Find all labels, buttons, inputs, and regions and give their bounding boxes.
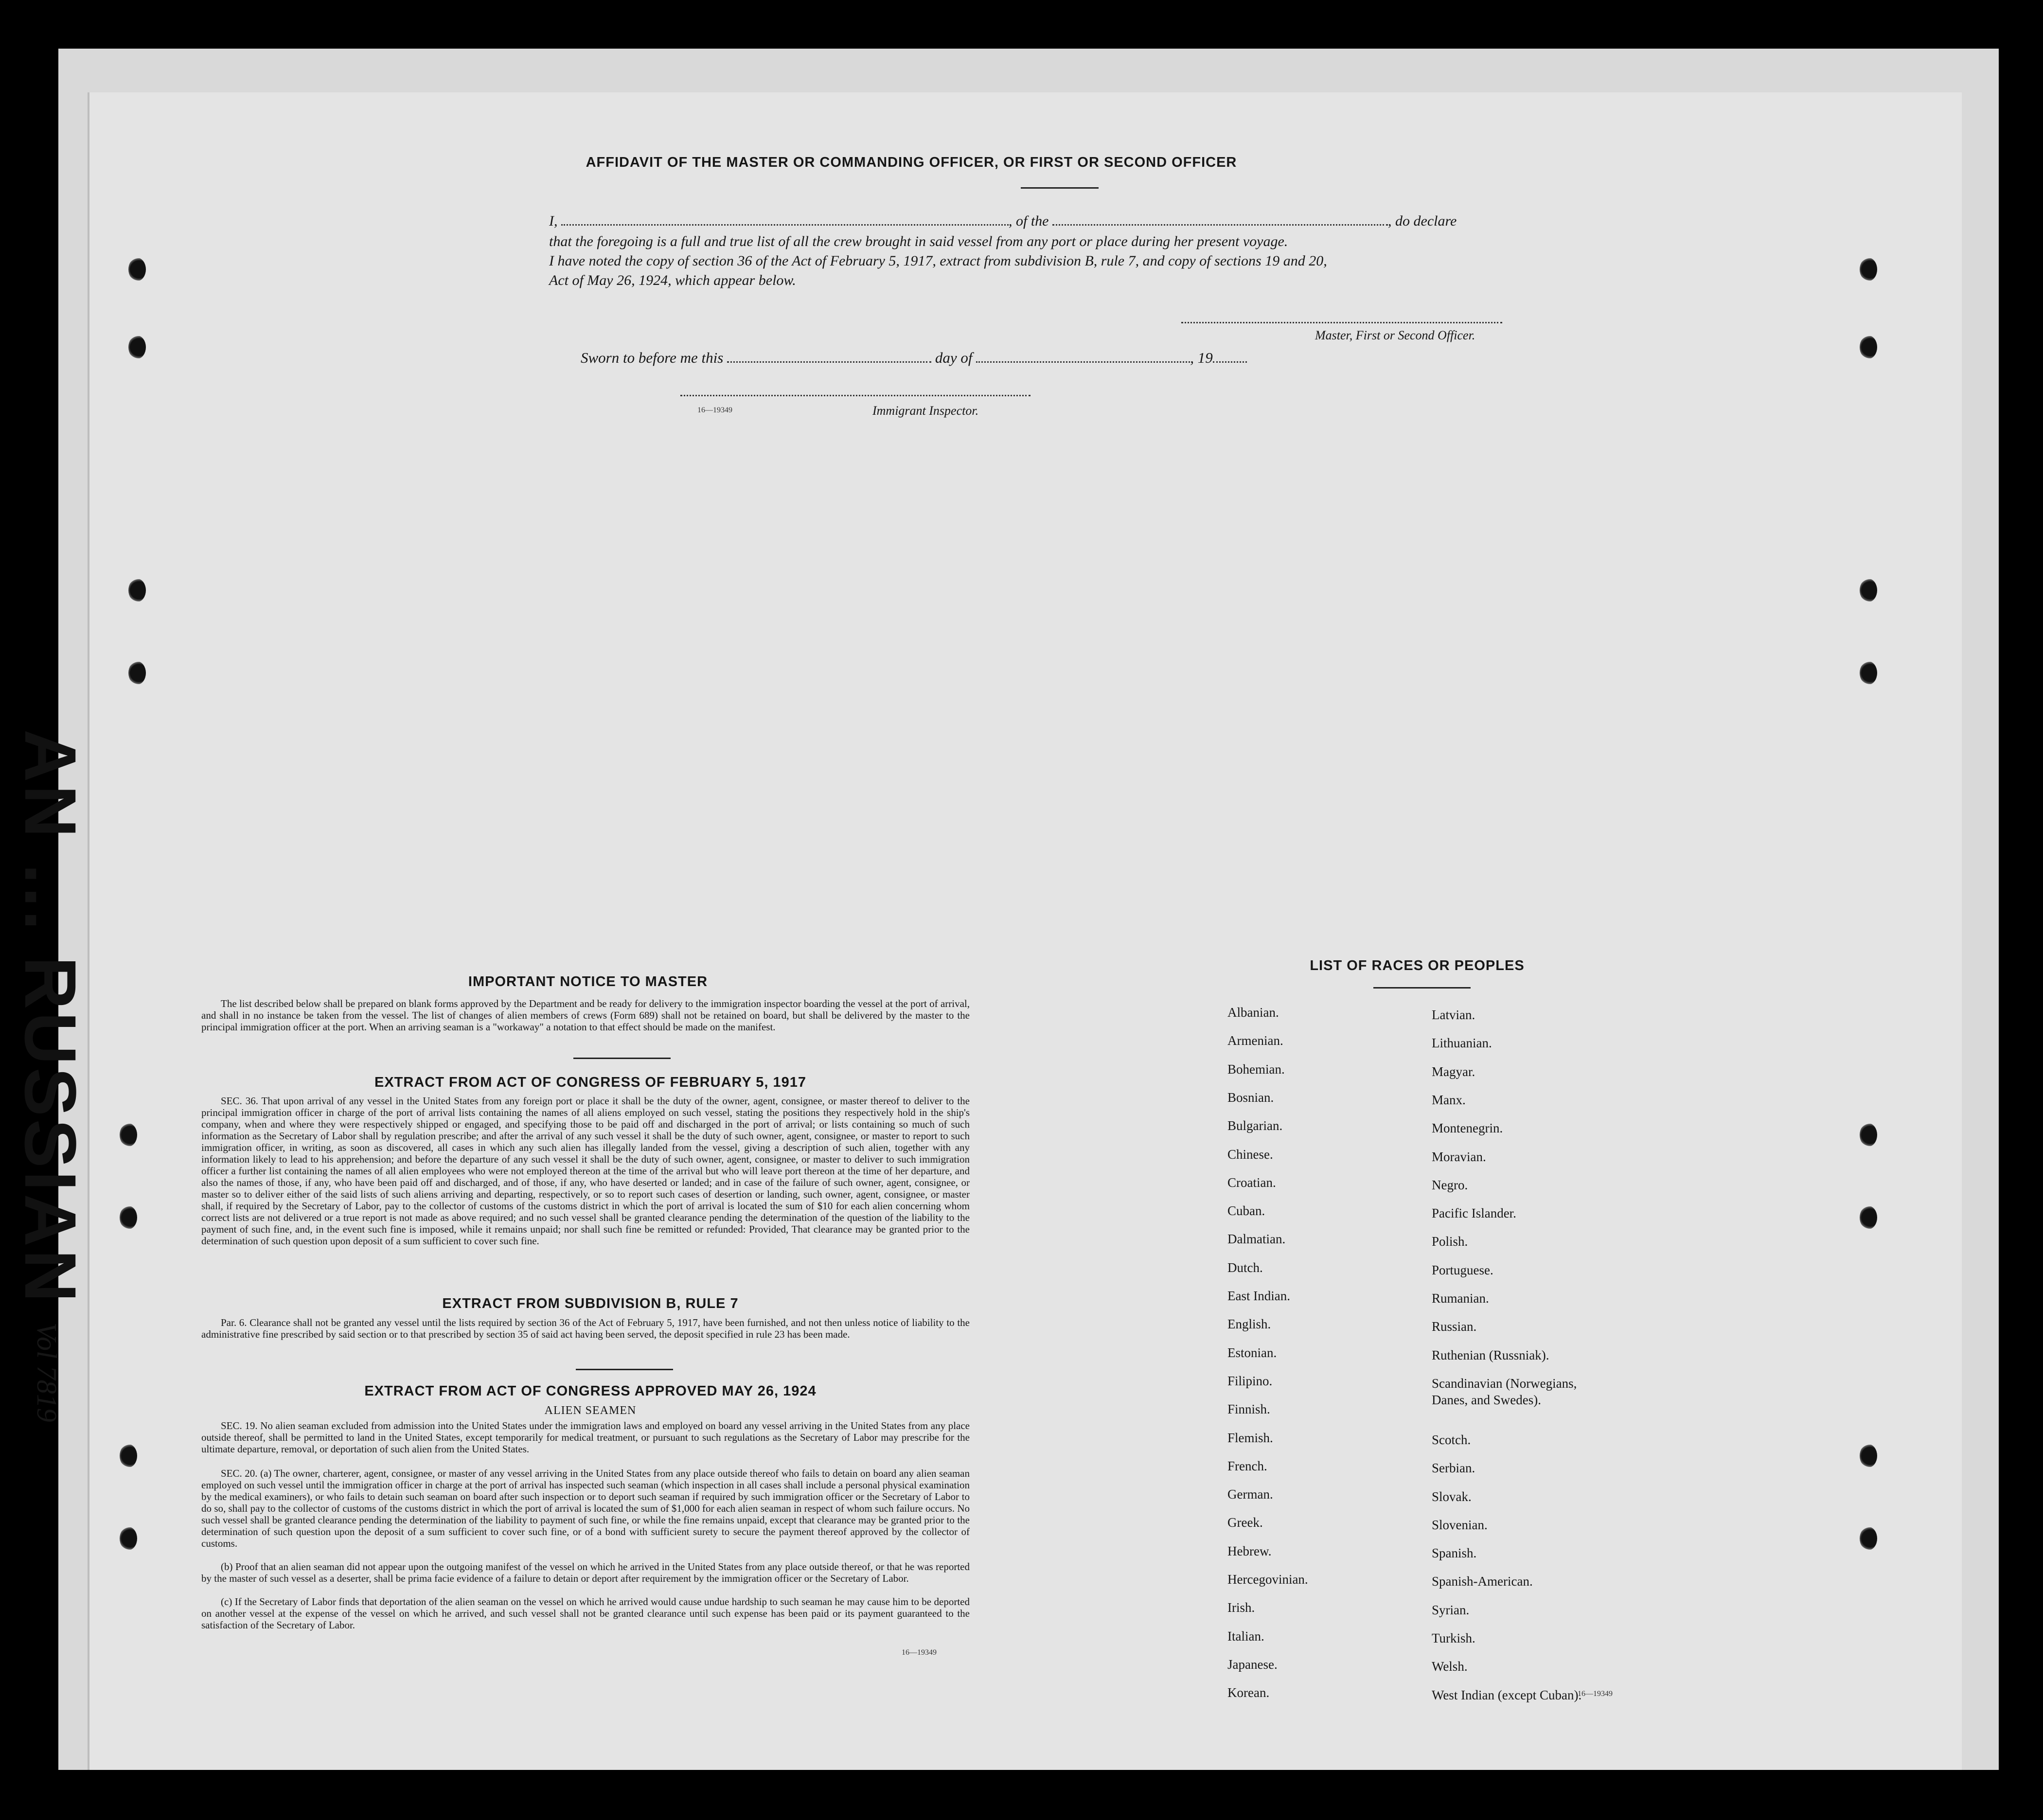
sworn-day-blank[interactable] (727, 351, 931, 363)
race-item: Croatian. (1227, 1175, 1276, 1190)
race-item: Albanian. (1227, 1005, 1279, 1020)
rule7-text: Par. 6. Clearance shall not be granted any vessel until the lists required by section 36 of the Act of February 5, 1917, have been furnished, and not then unless notice of liability to the administrative fine prescribed by said section or to that prescribed by section 35 of said act having been served, the deposit specified in rule 23 has been made. (201, 1317, 970, 1340)
affidavit-line3: I have noted the copy of section 36 of the Act of February 5, 1917, extract from subdivision B, rule 7, and copy of sections 19 and 20, (549, 253, 1327, 269)
race-item: German. (1227, 1487, 1273, 1502)
notice-text: The list described below shall be prepared on blank forms approved by the Department and be ready for delivery to the immigration inspector boarding the vessel at the port of arrival, and shall in no instance be taken from the vessel. The list of changes of alien members of crews (Form 689) shall not be retained on board, but shall be delivered by the master to the principal immigration officer at the port. When an arriving seaman is a "workaway" a notation to that effect should be made on the manifest. (201, 998, 970, 1033)
margin-volume-text: Vol 7819 (31, 1323, 63, 1422)
extract-1924-sec20c: (c) If the Secretary of Labor finds that deportation of the alien seaman on the vessel on which he arrived would cause undue hardship to such seaman he may cause him to be deported on another vessel at the expense of the vessel on which he arrived, and such vessel shall not be granted clearance until such expense has been paid or its payment guaranteed to the satisfaction of the Secretary of Labor. (201, 1596, 970, 1631)
extract-1917-title: EXTRACT FROM ACT OF CONGRESS OF FEBRUARY 5, 1917 (374, 1075, 807, 1090)
alien-seamen-subtitle: ALIEN SEAMEN (544, 1404, 637, 1417)
race-item: Spanish. (1432, 1546, 1477, 1561)
divider (1373, 987, 1471, 989)
divider (1021, 187, 1099, 189)
race-item: Dalmatian. (1227, 1232, 1286, 1247)
race-item: Chinese. (1227, 1147, 1273, 1162)
form-number: 16—19349 (1578, 1690, 1613, 1698)
punch-hole (128, 336, 146, 359)
race-item: Lithuanian. (1432, 1036, 1492, 1051)
race-item: Ruthenian (Russniak). (1432, 1347, 1549, 1362)
affidavit-line4: Act of May 26, 1924, which appear below. (549, 272, 796, 288)
race-item: Montenegrin. (1432, 1121, 1503, 1136)
race-item: Moravian. (1432, 1149, 1486, 1164)
race-item: Bosnian. (1227, 1090, 1274, 1105)
extract-1924-sec20a: SEC. 20. (a) The owner, charterer, agent, consignee, or master of any vessel arriving in the United States from any place outside thereof who fails to detain on board any alien seaman employed on such vessel until the immigration officer in charge at the port of arrival has inspected such seaman (which inspection in all cases shall include a personal physical examination by the medical examiners), or who fails to detain such seaman on board after such inspection or to deport such seaman if required by such immigration officer or the Secretary of Labor to do so, shall pay to the collector of customs of the customs district in which the port of arrival is located the sum of $1,000 for each alien seaman in respect of whom such failure occurs. No such vessel shall be granted clearance pending the determination of the liability to payment of such fine, or while the fine remains unpaid, except that clearance may be granted prior to the determination of such question upon the deposit of a sum sufficient to cover such fine, or of a bond with sufficient surety to secure the payment thereof approved by the collector of customs. (201, 1467, 970, 1549)
day-of-label: day of (935, 349, 973, 366)
margin-stamp (10, 729, 102, 1361)
affidavit-line1 (549, 213, 1522, 230)
race-item: Latvian. (1432, 1007, 1475, 1022)
inspector-label: Immigrant Inspector. (872, 404, 979, 418)
name-blank[interactable] (561, 213, 1009, 226)
race-item: Magyar. (1432, 1064, 1475, 1079)
race-item: Cuban. (1227, 1203, 1265, 1219)
margin-stamp-text: AN ... RUSSIAN (10, 729, 91, 1306)
punch-hole (1860, 258, 1877, 281)
punch-hole (1860, 336, 1877, 359)
race-item: Slovak. (1432, 1489, 1472, 1504)
divider (573, 1058, 671, 1059)
race-item: East Indian. (1227, 1289, 1290, 1303)
race-item: Portuguese. (1432, 1262, 1493, 1277)
punch-hole (1860, 1527, 1877, 1550)
race-item: Bohemian. (1227, 1061, 1285, 1077)
rule7-title: EXTRACT FROM SUBDIVISION B, RULE 7 (442, 1296, 739, 1311)
race-item: Japanese. (1227, 1657, 1278, 1672)
race-item: Estonian. (1227, 1345, 1277, 1360)
race-item: Manx. (1432, 1092, 1466, 1107)
race-item: Slovenian. (1432, 1517, 1488, 1532)
race-item: Welsh. (1432, 1659, 1468, 1674)
race-item: Armenian. (1227, 1033, 1283, 1048)
document-page (88, 92, 1962, 1770)
extract-1924-sec20b: (b) Proof that an alien seaman did not appear upon the outgoing manifest of the vessel on which he arrived in the United States from any place outside thereof, or that he was reported by the master of such vessel as a deserter, shall be prima facie evidence of a failure to detain or deport after requirement by the immigration officer or the Secretary of Labor. (201, 1561, 970, 1584)
punch-hole (120, 1206, 137, 1229)
affidavit-title: AFFIDAVIT OF THE MASTER OR COMMANDING OFFICER, OR FIRST OR SECOND OFFICER (586, 155, 1237, 170)
sworn-year-blank[interactable] (1213, 351, 1247, 363)
extract-1924-title: EXTRACT FROM ACT OF CONGRESS APPROVED MAY 26, 1924 (364, 1383, 817, 1399)
race-item: Finnish. (1227, 1402, 1270, 1417)
race-item: Rumanian. (1432, 1291, 1489, 1306)
extract-1924-sec19: SEC. 19. No alien seaman excluded from admission into the United States under the immigration laws and employed on board any vessel arriving in the United States from any place outside thereof, shall be permitted to land in the United States, except temporarily for medical treatment, or pursuant to such regulations as the Secretary of Labor may prescribe for the ultimate departure, removal, or deportation of such alien from the United States. (201, 1420, 970, 1455)
race-item: West Indian (except Cuban). (1432, 1687, 1582, 1702)
race-item: Turkish. (1432, 1631, 1475, 1645)
race-item: Scandinavian (Norwegians, Danes, and Swedes). (1432, 1376, 1577, 1407)
punch-hole (120, 1123, 137, 1147)
race-item: Greek. (1227, 1515, 1263, 1530)
race-item: Hebrew. (1227, 1543, 1272, 1558)
master-signature-label: Master, First or Second Officer. (1315, 328, 1475, 342)
sworn-label: Sworn to before me this (581, 349, 724, 366)
i-label: I, (549, 213, 558, 229)
divider (576, 1369, 673, 1370)
race-item: Polish. (1432, 1234, 1468, 1249)
punch-hole (128, 258, 146, 281)
race-item: Hercegovinian. (1227, 1572, 1308, 1587)
of-the-label: , of the (1009, 213, 1049, 229)
race-item: Negro. (1432, 1177, 1468, 1192)
extract-1917-text: SEC. 36. That upon arrival of any vessel in the United States from any foreign port or place it shall be the duty of the owner, agent, consignee, or master thereof to deliver to the principal immigration officer in charge of the port of arrival lists containing the names of all aliens employed on such vessel, stating the positions they respectively hold in the ship's company, when and where they were respectively shipped or engaged, and specifying those to be paid off and discharged in the port of arrival; or lists containing so much of such information as the Secretary of Labor shall by regulation prescribe; and after the arrival of any such vessel it shall be the duty of such owner, agent, consignee, or master to report to such immigration officer, in writing, as soon as discovered, all cases in which any such alien has illegally landed from the vessel, giving a description of such alien, together with any information likely to lead to his apprehension; and before the departure of any such vessel it shall be the duty of such owner, agent, consignee, or master to deliver to such immigration officer a further list containing the names of all alien employees who were not employed thereon at the time of the arrival but who will leave port thereon at the time of her departure, and also the names of those, if any, who have been paid off and discharged, and of those, if any, who have deserted or landed; and in case of the failure of such owner, agent, consignee, or master so to deliver either of the said lists of such aliens arriving and departing, respectively, or so to report such cases of desertion or landing, such owner, agent, consignee, or master shall, if required by the Secretary of Labor, pay to the collector of customs of the customs district in which the port of arrival is located the sum of $10 for each alien concerning whom correct lists are not delivered or a true report is not made as above required; and no such vessel shall be granted clearance pending the determination of the question of the liability to the payment of such fine, and, in the event such fine is imposed, while it remains unpaid; nor shall such fine be remitted or refunded: Provided, That clearance may be granted prior to the determination of such question upon deposit of a sum sufficient to cover such fine. (201, 1095, 970, 1247)
punch-hole (128, 661, 146, 685)
punch-hole (1860, 579, 1877, 602)
year-label: , 19 (1190, 349, 1213, 366)
race-item: English. (1227, 1317, 1271, 1332)
punch-hole (120, 1527, 137, 1550)
inspector-signature-blank[interactable] (680, 384, 1030, 396)
race-item: Russian. (1432, 1319, 1477, 1334)
do-declare-label: , do declare (1388, 213, 1457, 229)
punch-hole (1860, 1444, 1877, 1467)
races-title: LIST OF RACES OR PEOPLES (1310, 958, 1525, 973)
sworn-month-blank[interactable] (976, 351, 1190, 363)
race-item: French. (1227, 1458, 1267, 1473)
race-item: Spanish-American. (1432, 1574, 1533, 1589)
race-item: Italian. (1227, 1628, 1264, 1643)
race-item: Bulgarian. (1227, 1118, 1283, 1133)
punch-hole (128, 579, 146, 602)
race-item: Irish. (1227, 1600, 1255, 1615)
punch-hole (120, 1444, 137, 1467)
race-item: Pacific Islander. (1432, 1206, 1516, 1221)
race-item: Flemish. (1227, 1430, 1273, 1445)
notice-title: IMPORTANT NOTICE TO MASTER (468, 974, 708, 990)
punch-hole (1860, 661, 1877, 685)
form-number: 16—19349 (697, 406, 732, 414)
affidavit-line2: that the foregoing is a full and true list of all the crew brought in said vessel from any port or place during her present voyage. (549, 233, 1288, 249)
race-item: Filipino. (1227, 1373, 1273, 1388)
race-item: Korean. (1227, 1685, 1270, 1700)
form-number: 16—19349 (902, 1648, 937, 1657)
vessel-blank[interactable] (1052, 213, 1388, 226)
master-signature-blank[interactable] (1181, 311, 1502, 323)
margin-volume-number (24, 1323, 68, 1517)
race-item: Dutch. (1227, 1260, 1263, 1275)
sworn-line (581, 349, 1456, 367)
punch-hole (1860, 1123, 1877, 1147)
race-item: Scotch. (1432, 1432, 1471, 1447)
race-item: Syrian. (1432, 1602, 1470, 1617)
punch-hole (1860, 1206, 1877, 1229)
race-item: Serbian. (1432, 1461, 1475, 1476)
